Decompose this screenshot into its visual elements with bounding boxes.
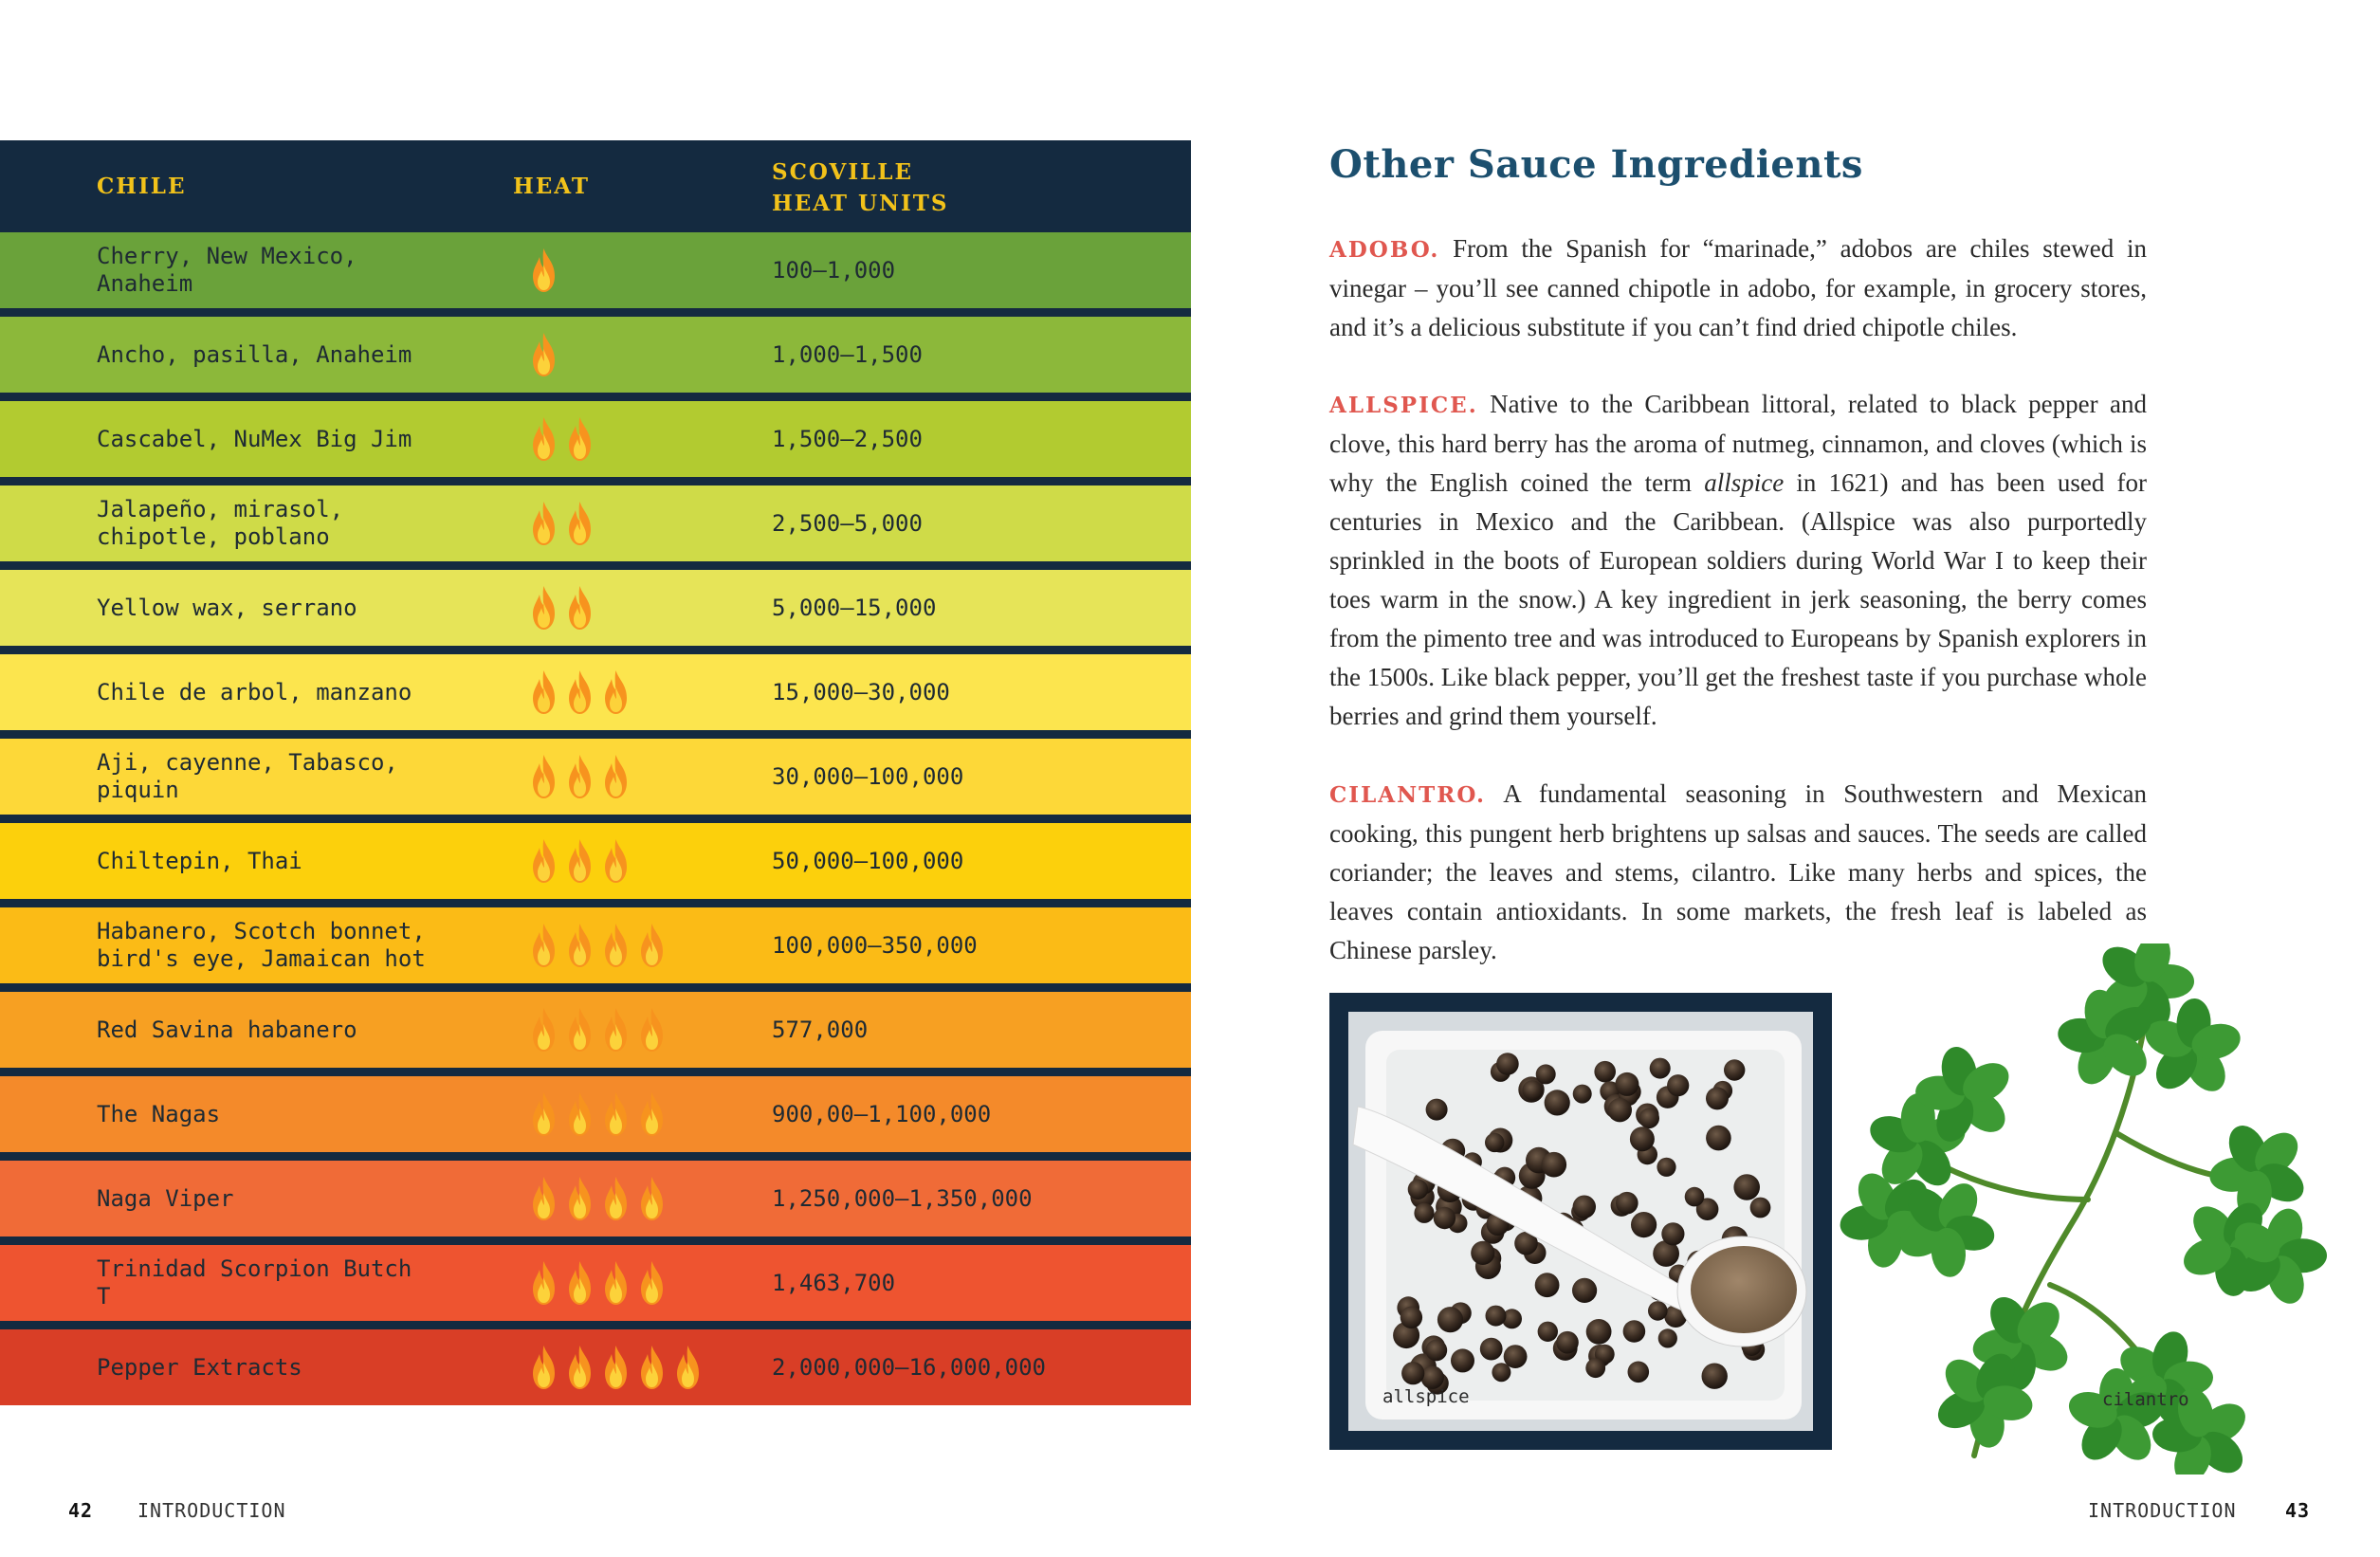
cilantro-photo [1832, 943, 2344, 1475]
flame-icon [639, 923, 665, 968]
flame-icon [603, 1176, 629, 1221]
heat-rating-cell [531, 654, 629, 730]
flame-icon [531, 1007, 557, 1053]
scoville-value-cell: 2,000,000–16,000,000 [772, 1354, 1046, 1381]
flame-icon [531, 247, 557, 293]
heat-rating-cell [531, 317, 557, 393]
flame-icon [567, 1345, 593, 1390]
heat-rating-cell [531, 232, 557, 308]
running-head-left: INTRODUCTION [137, 1499, 286, 1522]
allspice-photo-image [1348, 1012, 1813, 1431]
flame-icon [531, 1176, 557, 1221]
flame-icon [567, 1260, 593, 1306]
flame-icon [531, 416, 557, 462]
heat-rating-cell [531, 907, 665, 983]
table-row [0, 317, 1191, 393]
paragraph-allspice [1329, 385, 2147, 736]
paragraph-cilantro [1329, 775, 2147, 970]
flame-icon [639, 1345, 665, 1390]
chile-name-cell: The Nagas [97, 1100, 221, 1127]
heat-rating-cell [531, 570, 593, 646]
flame-icon [567, 501, 593, 546]
column-header-heat: HEAT [513, 174, 590, 199]
flame-icon [531, 332, 557, 377]
column-header-chile: CHILE [97, 174, 187, 199]
chile-name-cell: Naga Viper [97, 1184, 234, 1212]
flame-icon [567, 838, 593, 884]
table-row [0, 232, 1191, 308]
flame-icon [567, 1091, 593, 1137]
scoville-table [0, 140, 1191, 1405]
chile-name-cell: Yellow wax, serrano [97, 594, 357, 621]
chile-name-cell: Trinidad Scorpion Butch T [97, 1255, 412, 1310]
table-body [0, 232, 1191, 1405]
flame-icon [531, 923, 557, 968]
table-row [0, 1245, 1191, 1321]
table-row [0, 570, 1191, 646]
flame-icon [639, 1260, 665, 1306]
scoville-value-cell: 15,000–30,000 [772, 679, 950, 705]
flame-icon [675, 1345, 701, 1390]
cilantro-illustration [1832, 943, 2344, 1475]
flame-icon [531, 838, 557, 884]
flame-icon [531, 1091, 557, 1137]
allspice-photo [1329, 993, 1832, 1450]
column-header-scoville: SCOVILLE HEAT UNITS [772, 159, 949, 216]
allspice-caption: allspice [1382, 1386, 1470, 1407]
paragraph-adobo [1329, 229, 2147, 347]
flame-icon [603, 1260, 629, 1306]
scoville-value-cell: 5,000–15,000 [772, 595, 937, 621]
term-allspice: ALLSPICE. [1329, 393, 1478, 418]
chile-name-cell: Ancho, pasilla, Anaheim [97, 340, 412, 368]
flame-icon [531, 501, 557, 546]
heat-rating-cell [531, 1329, 701, 1405]
flame-icon [567, 669, 593, 715]
cilantro-caption: cilantro [2102, 1389, 2189, 1410]
term-cilantro: CILANTRO. [1329, 782, 1487, 808]
table-row [0, 401, 1191, 477]
allspice-illustration [1348, 1012, 1813, 1431]
flame-icon [603, 1345, 629, 1390]
scoville-value-cell: 50,000–100,000 [772, 848, 964, 874]
flame-icon [639, 1091, 665, 1137]
flame-icon [603, 838, 629, 884]
scoville-value-cell: 30,000–100,000 [772, 763, 964, 790]
scoville-value-cell: 2,500–5,000 [772, 510, 923, 537]
scoville-value-cell: 100,000–350,000 [772, 932, 978, 959]
section-title: Other Sauce Ingredients [1329, 142, 1863, 187]
chile-name-cell: Cherry, New Mexico, Anaheim [97, 243, 357, 297]
chile-name-cell: Cascabel, NuMex Big Jim [97, 425, 412, 452]
heat-rating-cell [531, 992, 665, 1068]
flame-icon [567, 754, 593, 799]
flame-icon [603, 1007, 629, 1053]
flame-icon [531, 669, 557, 715]
page-number-right: 43 [2285, 1499, 2311, 1522]
heat-rating-cell [531, 401, 593, 477]
scoville-value-cell: 900,00–1,100,000 [772, 1101, 992, 1127]
flame-icon [531, 585, 557, 631]
table-row [0, 992, 1191, 1068]
chile-name-cell: Jalapeño, mirasol, chipotle, poblano [97, 496, 344, 550]
scoville-value-cell: 100–1,000 [772, 257, 896, 284]
flame-icon [567, 1007, 593, 1053]
flame-icon [603, 1091, 629, 1137]
table-row [0, 907, 1191, 983]
chile-name-cell: Chile de arbol, manzano [97, 678, 412, 705]
flame-icon [603, 754, 629, 799]
table-header [0, 140, 1191, 232]
scoville-value-cell: 1,000–1,500 [772, 341, 923, 368]
table-row [0, 654, 1191, 730]
scoville-value-cell: 1,500–2,500 [772, 426, 923, 452]
heat-rating-cell [531, 1076, 665, 1152]
paragraph-allspice-italic: allspice [1704, 468, 1785, 497]
chile-name-cell: Red Savina habanero [97, 1016, 357, 1043]
flame-icon [531, 1345, 557, 1390]
table-row [0, 1161, 1191, 1236]
chile-name-cell: Chiltepin, Thai [97, 847, 302, 874]
chile-name-cell: Habanero, Scotch bonnet, bird's eye, Jamaican hot [97, 918, 426, 972]
scoville-value-cell: 1,463,700 [772, 1270, 896, 1296]
paragraph-allspice-text-a: Native to the Caribbean littoral, related to black pepper and clove, this hard berry has the aroma of nutmeg, cinnamon, and cloves (which is why the English coined the term [1329, 390, 2147, 497]
paragraph-adobo-text: From the Spanish for “marinade,” adobos are chiles stewed in vinegar – you’ll see canned chipotle in adobo, for example, in grocery stores, and it’s a delicious substitute if you can’t find dried chipotle chiles. [1329, 234, 2148, 341]
chile-name-cell: Aji, cayenne, Tabasco, piquin [97, 749, 398, 803]
table-row [0, 485, 1191, 561]
flame-icon [639, 1176, 665, 1221]
chile-name-cell: Pepper Extracts [97, 1353, 302, 1381]
term-adobo: ADOBO. [1329, 237, 1440, 263]
flame-icon [531, 1260, 557, 1306]
flame-icon [567, 416, 593, 462]
table-row [0, 739, 1191, 815]
table-row [0, 1076, 1191, 1152]
heat-rating-cell [531, 739, 629, 815]
heat-rating-cell [531, 823, 629, 899]
flame-icon [531, 754, 557, 799]
scoville-value-cell: 577,000 [772, 1017, 869, 1043]
flame-icon [639, 1007, 665, 1053]
flame-icon [603, 923, 629, 968]
table-row [0, 823, 1191, 899]
running-head-right: INTRODUCTION [2088, 1499, 2237, 1522]
heat-rating-cell [531, 485, 593, 561]
page-number-left: 42 [68, 1499, 94, 1522]
flame-icon [567, 585, 593, 631]
table-row [0, 1329, 1191, 1405]
flame-icon [567, 1176, 593, 1221]
paragraph-cilantro-text: A fundamental seasoning in Southwestern and Mexican cooking, this pungent herb brightens up salsas and sauces. The seeds are called coriander; the leaves and stems, cilantro. Like many herbs and spices, the leaves contain antioxidants. In some markets, the fresh leaf is labeled as Chinese parsley. [1329, 779, 2147, 964]
paragraph-allspice-text-b: in 1621) and has been used for centuries in Mexico and the Caribbean. (Allspice was also purportedly sprinkled in the boots of European soldiers during World War I to keep their toes warm in the snow.) A key ingredient in jerk seasoning, the berry comes from the pimento tree and was introduced to Europeans by Spanish explorers in the 1500s. Like black pepper, you’ll get the freshest taste if you purchase whole berries and grind them yourself. [1329, 468, 2147, 730]
flame-icon [567, 923, 593, 968]
heat-rating-cell [531, 1161, 665, 1236]
heat-rating-cell [531, 1245, 665, 1321]
flame-icon [603, 669, 629, 715]
scoville-value-cell: 1,250,000–1,350,000 [772, 1185, 1033, 1212]
